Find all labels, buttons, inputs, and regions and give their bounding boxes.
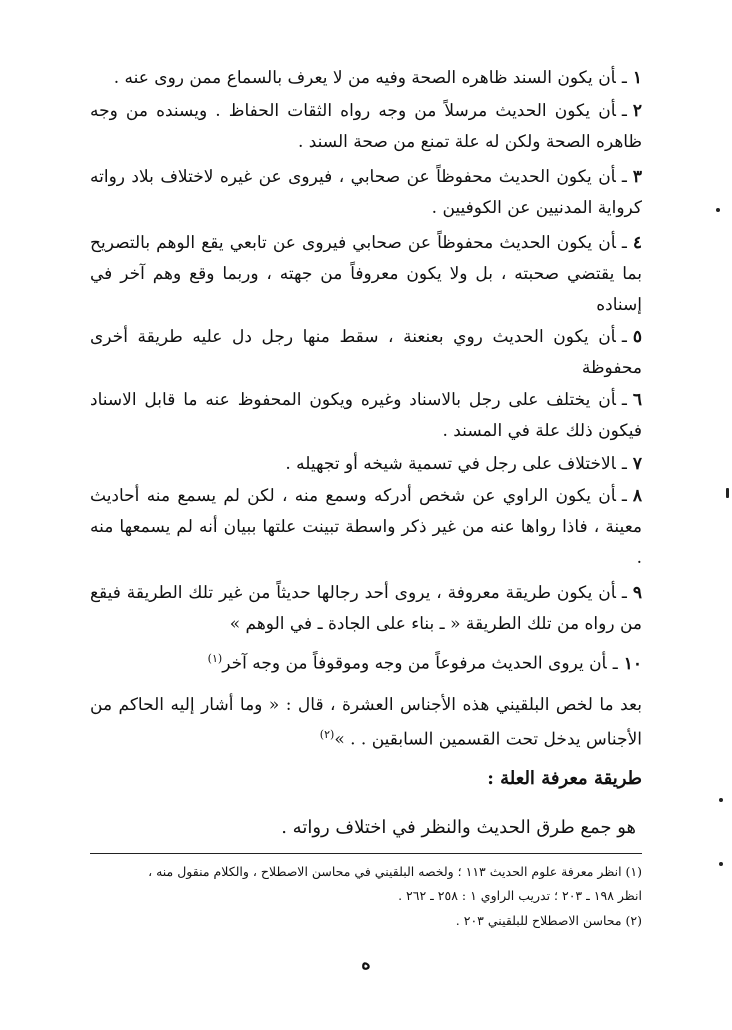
list-item: ٦ـأن يختلف على رجل بالاسناد وغيره ويكون المحفوظ عنه ما قابل الاسناد فيكون ذلك علة في المسند . (90, 390, 642, 441)
scan-speck (716, 208, 720, 212)
list-item: ٧ـالاختلاف على رجل في تسمية شيخه أو تجهيله . (285, 454, 642, 474)
page-number: ه (361, 953, 371, 974)
footnote-line: انظر ١٩٨ ـ ٢٠٣ ؛ تدريب الراوي ١ : ٢٥٨ ـ ٢٦٢ . (398, 888, 642, 903)
list-item: ٨ـأن يكون الراوي عن شخص أدركه وسمع منه ، لكن لم يسمع منه أحاديث معينة ، فاذا رواها عنه من غير ذكر واسطة تبينت علتها ببيان أنه لم يسمعها منه . (90, 486, 642, 568)
summary-paragraph (90, 690, 642, 755)
item-text: أن يكون الحديث محفوظاً عن صحابي ، فيروى عن غيره لاختلاف بلاد رواته كرواية المدنيين عن الكوفيين . (90, 167, 642, 218)
footnote-divider (90, 853, 642, 854)
item-text: الاختلاف على رجل في تسمية شيخه أو تجهيله . (285, 454, 616, 474)
item-text: أن يختلف على رجل بالاسناد وغيره ويكون المحفوظ عنه ما قابل الاسناد فيكون ذلك علة في المسند . (90, 390, 642, 441)
item-number: ٥ (632, 327, 642, 347)
item-number: ١٠ (623, 653, 642, 674)
footnote-ref: (١) (207, 652, 223, 665)
list-item: ٤ـأن يكون الحديث محفوظاً عن صحابي فيروى عن تابعي يقع الوهم بالتصريح بما يقتضي صحبته ، بل ولا يكون معروفاً من جهته ، وربما وقع وهم آخر في إسناده (90, 233, 642, 315)
item-text: أن يكون الحديث روي بعنعنة ، سقط منها رجل دل عليه طريقة أخرى محفوظة (90, 327, 642, 378)
item-text: أن يكون طريقة معروفة ، يروى أحد رجالها حديثاً من غير تلك الطريقة فيقع من رواه من تلك الطريقة « ـ بناء على الجادة ـ في الوهم » (90, 583, 642, 634)
footnote-ref: (٢) (319, 728, 335, 741)
item-text: أن يكون الراوي عن شخص أدركه وسمع منه ، لكن لم يسمع منه أحاديث معينة ، فاذا رواها عنه من غير ذكر واسطة تبينت علتها ببيان أنه لم يسمعها منه . (90, 486, 642, 568)
method-text: هو جمع طرق الحديث والنظر في اختلاف رواته . (281, 817, 636, 838)
item-number: ٣ (632, 167, 642, 187)
footnote-line: (٢) محاسن الاصطلاح للبلقيني ٢٠٣ . (455, 913, 642, 928)
list-item: ١ـأن يكون السند ظاهره الصحة وفيه من لا يعرف بالسماع ممن روى عنه . (113, 68, 642, 88)
scan-speck (719, 862, 723, 866)
list-item: ٣ـأن يكون الحديث محفوظاً عن صحابي ، فيروى عن غيره لاختلاف بلاد رواته كرواية المدنيين عن الكوفيين . (90, 167, 642, 218)
section-heading: طريقة معرفة العلة : (487, 768, 642, 789)
list-item: ٩ـأن يكون طريقة معروفة ، يروى أحد رجالها حديثاً من غير تلك الطريقة فيقع من رواه من تلك الطريقة « ـ بناء على الجادة ـ في الوهم » (90, 583, 642, 634)
item-number: ١ (632, 68, 642, 88)
scan-speck (726, 488, 729, 498)
item-number: ٨ (632, 486, 642, 506)
item-text: أن يكون الحديث مرسلاً من وجه رواه الثقات الحفاظ . ويسنده من وجه ظاهره الصحة ولكن له علة تمنع من صحة السند . (90, 101, 642, 152)
item-number: ٦ (632, 390, 642, 410)
footnote-line: (١) انظر معرفة علوم الحديث ١١٣ ؛ ولخصه البلقيني في محاسن الاصطلاح ، والكلام منقول منه ، (148, 864, 642, 879)
list-item: ١٠ـأن يروى الحديث مرفوعاً من وجه وموقوفاً من وجه آخر$^{(١)}$ (207, 652, 642, 674)
item-text: أن يكون الحديث محفوظاً عن صحابي فيروى عن تابعي يقع الوهم بالتصريح بما يقتضي صحبته ، بل ولا يكون معروفاً من جهته ، وربما وقع وهم آخر في إسناده (90, 233, 642, 315)
summary-text: بعد ما لخص البلقيني هذه الأجناس العشرة ، قال : « وما أشار إليه الحاكم من الأجناس يدخل تحت القسمين السابقين . . » (90, 695, 642, 750)
item-number: ٤ (632, 233, 642, 253)
item-text: أن يروى الحديث مرفوعاً من وجه وموقوفاً من وجه آخر (222, 653, 607, 674)
item-text: أن يكون السند ظاهره الصحة وفيه من لا يعرف بالسماع ممن روى عنه . (113, 68, 616, 88)
item-number: ٢ (632, 101, 642, 121)
scan-speck (719, 798, 723, 802)
list-item: ٢ـأن يكون الحديث مرسلاً من وجه رواه الثقات الحفاظ . ويسنده من وجه ظاهره الصحة ولكن له علة تمنع من صحة السند . (90, 101, 642, 152)
item-number: ٧ (632, 454, 642, 474)
item-number: ٩ (632, 583, 642, 603)
list-item: ٥ـأن يكون الحديث روي بعنعنة ، سقط منها رجل دل عليه طريقة أخرى محفوظة (90, 327, 642, 378)
